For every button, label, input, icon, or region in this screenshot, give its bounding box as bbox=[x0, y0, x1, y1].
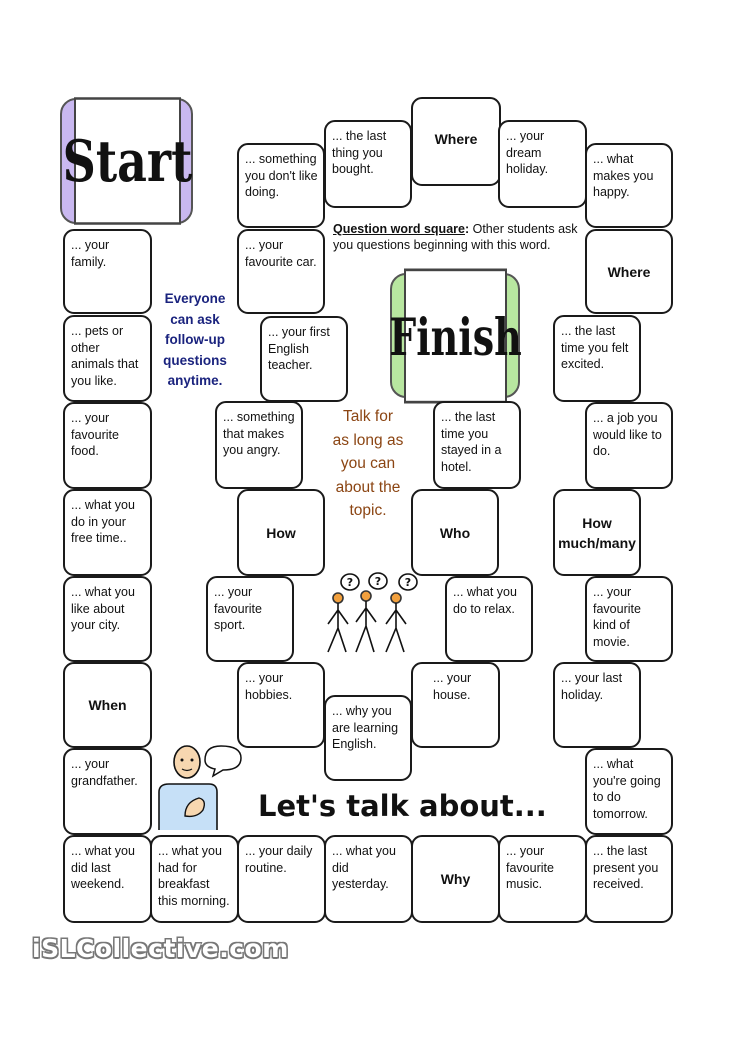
board-square: ... what you're going to do tomorrow. bbox=[585, 748, 673, 835]
board-square: ... why you are learning English. bbox=[324, 695, 412, 781]
board-square: Why bbox=[411, 835, 500, 923]
board-square: ... your favourite car. bbox=[237, 229, 325, 314]
talk-note bbox=[318, 405, 418, 523]
follow-up-line: can ask bbox=[170, 311, 220, 327]
board-square: ... something you don't like doing. bbox=[237, 143, 325, 228]
follow-up-note bbox=[155, 289, 235, 392]
board-square: ... your hobbies. bbox=[237, 662, 325, 748]
board-square: ... what makes you happy. bbox=[585, 143, 673, 228]
start-card bbox=[60, 98, 193, 224]
board-square: ... something that makes you angry. bbox=[215, 401, 303, 489]
follow-up-line: anytime. bbox=[167, 373, 223, 388]
follow-up-line: follow-up bbox=[165, 332, 225, 347]
board-square: ... your dream holiday. bbox=[498, 120, 587, 208]
board-square: ... your favourite music. bbox=[498, 835, 587, 923]
board-square: ... pets or other animals that you like. bbox=[63, 315, 152, 402]
board-square: ... what you do to relax. bbox=[445, 576, 533, 662]
board-square: ... your last holiday. bbox=[553, 662, 641, 748]
islcollective-logo: iSLCollective.com bbox=[32, 934, 289, 963]
svg-text:?: ? bbox=[374, 575, 382, 588]
board-square: ... your daily routine. bbox=[237, 835, 326, 923]
lets-talk-heading: Let's talk about... bbox=[258, 789, 547, 823]
follow-up-line: questions bbox=[163, 352, 227, 368]
talk-line: you can bbox=[340, 455, 396, 472]
board-square: ... what you did yesterday. bbox=[324, 835, 413, 923]
question-word-note-text: Other students ask you questions beginning with this word. bbox=[333, 222, 578, 252]
question-word-note-colon: : bbox=[464, 222, 470, 236]
finish-label: Finish bbox=[404, 269, 507, 404]
question-word-note-title: Question word square bbox=[333, 222, 465, 236]
follow-up-line: Everyone bbox=[164, 291, 226, 306]
board-square: ... the last time you stayed in a hotel. bbox=[433, 401, 521, 489]
board-square: ... what you like about your city. bbox=[63, 576, 152, 662]
board-square: ... your favourite kind of movie. bbox=[585, 576, 673, 662]
board-square: How much/many bbox=[553, 489, 641, 576]
finish-card bbox=[390, 273, 520, 398]
talk-line: as long as bbox=[332, 431, 404, 449]
board-square: ... your favourite food. bbox=[63, 402, 152, 489]
speaking-person-illustration bbox=[155, 742, 245, 832]
thinking-figures-illustration bbox=[320, 572, 425, 662]
talk-line: Talk for bbox=[343, 408, 393, 425]
board-square: Where bbox=[411, 97, 501, 186]
board-square: When bbox=[63, 662, 152, 748]
talk-line: topic. bbox=[349, 502, 387, 519]
svg-text:?: ? bbox=[404, 576, 412, 589]
board-square: Who bbox=[411, 489, 499, 576]
board-square: ... your first English teacher. bbox=[260, 316, 348, 402]
svg-text:?: ? bbox=[346, 576, 354, 589]
start-label: Start bbox=[74, 97, 181, 225]
board-square: ... the last thing you bought. bbox=[324, 120, 412, 208]
board-square: Where bbox=[585, 229, 673, 314]
board-square: ... a job you would like to do. bbox=[585, 402, 673, 489]
board-square: How bbox=[237, 489, 325, 576]
board-square: ... your family. bbox=[63, 229, 152, 314]
board-square: ... what you had for breakfast this morning. bbox=[150, 835, 239, 923]
board-square: ... your grandfather. bbox=[63, 748, 152, 835]
board-square: ... your house. bbox=[411, 662, 500, 748]
board-square: ... what you do in your free time.. bbox=[63, 489, 152, 576]
board-square: ... the last present you received. bbox=[585, 835, 673, 923]
board-square: ... the last time you felt excited. bbox=[553, 315, 641, 402]
talk-line: about the bbox=[335, 478, 401, 496]
board-square: ... what you did last weekend. bbox=[63, 835, 152, 923]
question-word-note bbox=[333, 221, 583, 253]
board-square: ... your favourite sport. bbox=[206, 576, 294, 662]
